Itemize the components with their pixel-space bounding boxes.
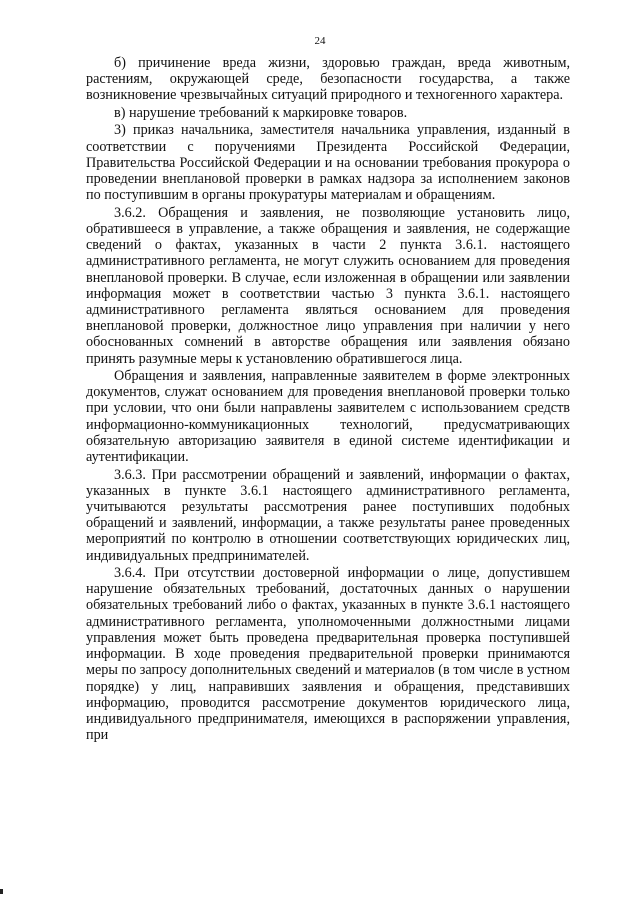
paragraph-order-of-head: 3) приказ начальника, заместителя начальника управления, изданный в соответствии с поручениями Президента Российской Федерации, Правительства Российской Федерации и на основании требования прокурора о проведении внеплановой проверки в рамках надзора за исполнением законов по поступившим в органы прокуратуры материалам и обращениям. [86,122,570,204]
page-number: 24 [314,35,326,47]
scan-edge-mark [0,889,3,894]
document-body [86,55,570,743]
paragraph-electronic-appeals: Обращения и заявления, направленные заявителем в форме электронных документов, служат основанием для проведения внеплановой проверки только при условии, что они были направлены заявителем с использованием средств информационно-коммуникационных технологий, предусматривающих обязательную авторизацию заявителя в единой системе идентификации и аутентификации. [86,368,570,466]
paragraph-3-6-4: 3.6.4. При отсутствии достоверной информации о лице, допустившем нарушение обязательных требований, достаточных данных о нарушении обязательных требований либо о фактах, указанных в пункте 3.6.1 настоящего административного регламента, уполномоченными должностными лицами управления может быть проведена предварительная проверка поступившей информации. В ходе проведения предварительной проверки принимаются меры по запросу дополнительных сведений и материалов (в том числе в устном порядке) у лиц, направивших заявления и обращения, представивших информацию, проводится рассмотрение документов юридического лица, индивидуального предпринимателя, имеющихся в распоряжении управления, при [86,565,570,744]
paragraph-3-6-3: 3.6.3. При рассмотрении обращений и заявлений, информации о фактах, указанных в пункте 3.6.1 настоящего административного регламента, учитываются результаты рассмотрения ранее поступивших подобных обращений и заявлений, информации, а также результаты ранее проведенных мероприятий по контролю в отношении соответствующих юридических лиц, индивидуальных предпринимателей. [86,466,570,564]
paragraph-labeling-violation: в) нарушение требований к маркировке товаров. [114,104,408,121]
paragraph-harm-consequences: б) причинение вреда жизни, здоровью граждан, вреда животным, растениям, окружающей среде, безопасности государства, а также возникновение чрезвычайных ситуаций природного и техногенного характера. [86,55,570,104]
paragraph-3-6-2: 3.6.2. Обращения и заявления, не позволяющие установить лицо, обратившееся в управление, а также обращения и заявления, не содержащие сведений о фактах, указанных в части 2 пункта 3.6.1. настоящего административного регламента, не могут служить основанием для проведения внеплановой проверки. В случае, если изложенная в обращении или заявлении информация может в соответствии частью 3 пункта 3.6.1. настоящего административного регламента являться основанием для проведения внеплановой проверки, должностное лицо управления при наличии у него обоснованных сомнений в авторстве обращения или заявления обязано принять разумные меры к установлению обратившегося лица. [86,204,570,367]
